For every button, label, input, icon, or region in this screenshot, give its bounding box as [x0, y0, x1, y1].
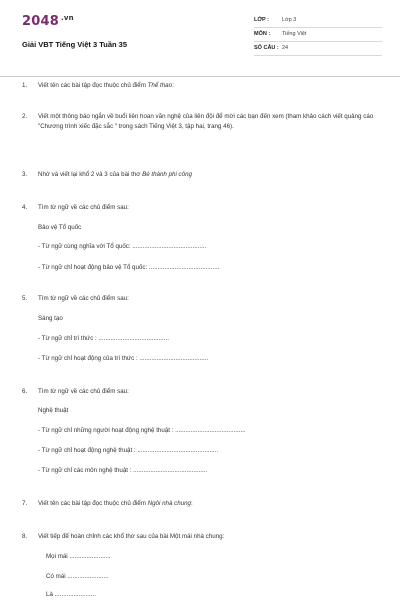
question-text-main: Nhớ và viết lại khổ 2 và 3 của bài thơ: [38, 171, 143, 178]
header-divider: [0, 76, 400, 77]
poem-fill-line: Mọi mái ........................: [46, 553, 111, 560]
topic-heading: Sáng tạo: [38, 315, 63, 322]
question-number: 5.: [22, 295, 28, 302]
question-text: Viết tiếp để hoàn chỉnh các khổ thơ sau của bài Một mái nhà chung:: [38, 533, 225, 540]
question-text-main: Viết tên các bài tập đọc thuộc chủ điểm: [38, 82, 148, 89]
answer-line: - Từ ngữ chỉ các môn nghệ thuật : ...........................................: [38, 467, 208, 474]
logo-suffix: .vn: [61, 14, 74, 22]
meta-label: SỐ CÂU :: [254, 45, 279, 51]
question-text: Tìm từ ngữ về các chủ điểm sau:: [38, 204, 129, 211]
question-number: 2.: [22, 113, 28, 120]
logo-text: 2048: [22, 14, 59, 29]
meta-row-class: [254, 14, 382, 28]
question-text-tail: :: [172, 82, 174, 89]
answer-line: - Từ ngữ chỉ hoạt động bảo vệ Tổ quốc: .........................................: [38, 264, 220, 271]
question-text: Tìm từ ngữ về các chủ điểm sau:: [38, 295, 129, 302]
meta-value: 24: [282, 45, 289, 51]
answer-line: - Từ ngữ cùng nghĩa với Tổ quốc: ...........................................: [38, 243, 207, 250]
question-number: 7.: [22, 500, 28, 507]
answer-line: - Từ ngữ chỉ hoạt động nghệ thuật : ...............................................: [38, 447, 219, 454]
topic-heading: Nghệ thuật: [38, 407, 69, 414]
question-text: [38, 81, 378, 91]
site-logo[interactable]: [22, 14, 74, 29]
meta-row-subject: [254, 28, 382, 42]
question-text-tail: :: [190, 500, 193, 507]
question-number: 8.: [22, 533, 28, 540]
meta-table: [254, 14, 382, 56]
meta-label: LỚP :: [254, 17, 269, 23]
header: [22, 14, 382, 66]
question-topic-emphasis: Thể thao: [147, 82, 173, 89]
question-text: [38, 499, 378, 509]
question-text-main: Viết tên các bài tập đọc thuộc chủ điểm: [38, 500, 148, 507]
question-text: [38, 170, 378, 180]
question-number: 3.: [22, 171, 28, 178]
poem-fill-line: Là ........................: [46, 591, 96, 598]
meta-value: Lớp 3: [282, 17, 297, 23]
meta-row-count: [254, 42, 382, 56]
page-title: Giải VBT Tiếng Việt 3 Tuần 35: [22, 40, 128, 49]
question-topic-emphasis: Bé thành phi công: [142, 171, 192, 178]
question-number: 1.: [22, 82, 28, 89]
poem-fill-line: Có mái ........................: [46, 573, 109, 580]
meta-label: MÔN :: [254, 31, 271, 37]
answer-line: - Từ ngữ chỉ những người hoạt động nghệ thuật : .........................................: [38, 427, 246, 434]
question-topic-emphasis: Ngôi nhà chung: [147, 500, 191, 507]
question-text: Viết một thông báo ngắn về buổi liên hoan văn nghệ của liên đội để mời các bạn đến xem (tham khảo cách viết quảng cáo "Chương trình xiếc đặc sắc " trong sách Tiếng Việt 3, tập hai, trang 46).: [38, 113, 374, 130]
question-number: 4.: [22, 204, 28, 211]
topic-heading: Bảo vệ Tổ quốc: [38, 224, 82, 231]
meta-value: Tiếng Việt: [282, 31, 307, 37]
answer-line: - Từ ngữ chỉ trí thức : .........................................: [38, 335, 169, 342]
answer-line: - Từ ngữ chỉ hoạt động của trí thức : ........................................: [38, 355, 209, 362]
question-number: 6.: [22, 388, 28, 395]
question-text: Tìm từ ngữ về các chủ điểm sau:: [38, 388, 129, 395]
